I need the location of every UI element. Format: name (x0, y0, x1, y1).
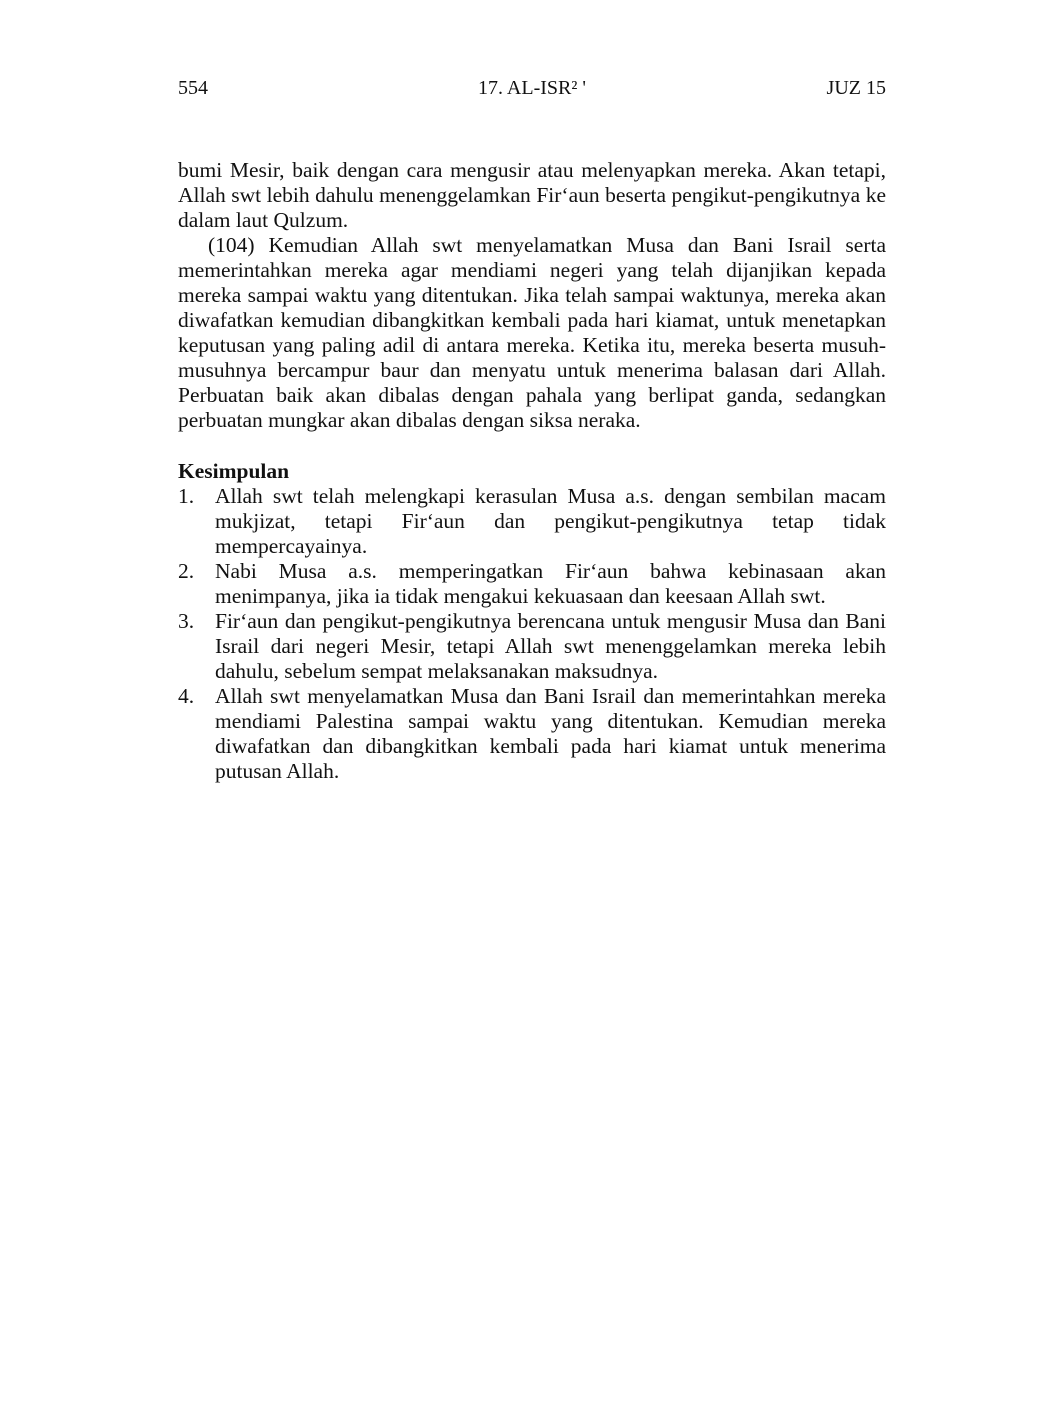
page-header (178, 74, 886, 104)
conclusion-item-number: 2. (178, 559, 195, 583)
chapter-title: 17. AL-ISR² ' (478, 77, 586, 99)
conclusion-heading: Kesimpulan (178, 459, 290, 483)
conclusion-item-3 (178, 609, 886, 684)
conclusion-item-number: 3. (178, 609, 195, 633)
conclusion-item-2 (178, 559, 886, 609)
conclusion-item-number: 4. (178, 684, 195, 708)
conclusion-item-text: Nabi Musa a.s. memperingatkan Fir‘aun bahwa kebinasaan akan menimpanya, jika ia tidak mengakui kekuasaan dan keesaan Allah swt. (215, 559, 886, 608)
page-body (178, 158, 886, 784)
conclusion-item-text: Allah swt telah melengkapi kerasulan Musa a.s. dengan sembilan macam mukjizat, tetapi Fir‘aun dan pengikut-pengikutnya tetap tidak mempercayainya. (215, 484, 886, 558)
body-paragraph-1: bumi Mesir, baik dengan cara mengusir atau melenyapkan mereka. Akan tetapi, Allah swt lebih dahulu menenggelamkan Fir‘aun beserta pengikut-pengikutnya ke dalam laut Qulzum. (178, 158, 886, 232)
conclusion-item-text: Fir‘aun dan pengikut-pengikutnya berencana untuk mengusir Musa dan Bani Israil dari negeri Mesir, tetapi Allah swt menenggelamkan mereka lebih dahulu, sebelum sempat melaksanakan maksudnya. (215, 609, 886, 683)
conclusion-item-4 (178, 684, 886, 784)
juz-label: JUZ 15 (826, 77, 886, 99)
conclusion-item-text: Allah swt menyelamatkan Musa dan Bani Israil dan memerintahkan mereka mendiami Palestina sampai waktu yang ditentukan. Kemudian mereka diwafatkan dan dibangkitkan kembali pada hari kiamat untuk menerima putusan Allah. (215, 684, 886, 783)
conclusion-item-number: 1. (178, 484, 195, 508)
conclusion-list (178, 484, 886, 784)
body-paragraph-2: (104) Kemudian Allah swt menyelamatkan Musa dan Bani Israil serta memerintahkan mereka agar mendiami negeri yang telah dijanjikan kepada mereka sampai waktu yang ditentukan. Jika telah sampai waktunya, mereka akan diwafatkan kemudian dibangkitkan kembali pada hari kiamat, untuk menetapkan keputusan yang paling adil di antara mereka. Ketika itu, mereka beserta musuh-musuhnya bercampur baur dan menyatu untuk menerima balasan dari Allah. Perbuatan baik akan dibalas dengan pahala yang berlipat ganda, sedangkan perbuatan mungkar akan dibalas dengan siksa neraka. (178, 233, 886, 432)
conclusion-item-1 (178, 484, 886, 559)
page-number: 554 (178, 77, 208, 99)
